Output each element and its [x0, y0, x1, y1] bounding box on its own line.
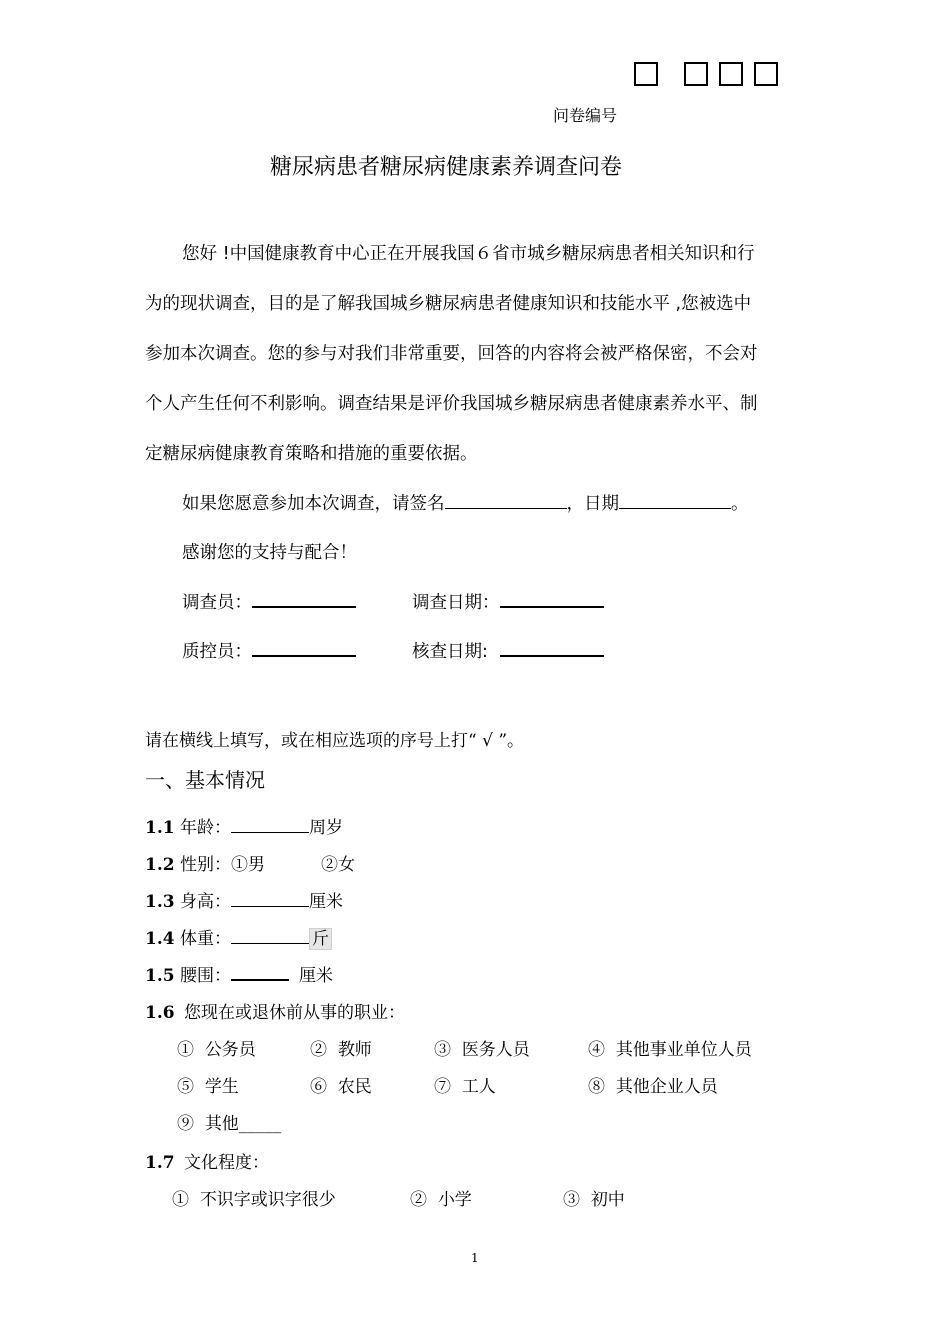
- option-mark: ③: [434, 1040, 451, 1060]
- question-1-1: [145, 813, 343, 838]
- option-mark: ④: [588, 1040, 605, 1060]
- education-option[interactable]: [172, 1185, 336, 1210]
- occupation-option[interactable]: [588, 1035, 752, 1060]
- investigator-row: [182, 578, 356, 628]
- question-label: 性别：: [179, 855, 231, 875]
- option-mark: ②: [410, 1190, 427, 1210]
- age-field[interactable]: [231, 815, 309, 833]
- option-mark: ①: [172, 1190, 189, 1210]
- section-heading: 一、基本情况: [145, 768, 265, 792]
- question-number: 1.3: [145, 892, 175, 912]
- question-label: 体重：: [179, 929, 231, 949]
- option-text: 小学: [437, 1190, 472, 1210]
- occupation-option[interactable]: [310, 1072, 372, 1097]
- intro-line: 个人产生任何不利影响。调查结果是评价我国城乡糖尿病患者健康素养水平、制: [145, 394, 758, 414]
- question-label: 腰围：: [179, 966, 231, 986]
- intro-line: 定糖尿病健康教育策略和措施的重要依据。: [145, 444, 478, 464]
- question-label: 文化程度：: [183, 1153, 269, 1173]
- number-box-2[interactable]: [684, 62, 708, 86]
- option-mark: ⑦: [434, 1077, 451, 1097]
- consent-end: 。: [731, 494, 749, 514]
- intro-line: 参加本次调查。您的参与对我们非常重要，回答的内容将会被严格保密，不会对: [145, 344, 758, 364]
- option-mark: ③: [563, 1190, 580, 1210]
- option-text: 医务人员: [461, 1040, 530, 1060]
- number-box-4[interactable]: [754, 62, 778, 86]
- signature-field[interactable]: [445, 491, 567, 509]
- option-text: 不识字或识字很少: [199, 1190, 336, 1210]
- question-unit: 厘米: [308, 892, 343, 912]
- question-label: 身高：: [179, 892, 231, 912]
- question-unit: 周岁: [308, 818, 343, 838]
- question-unit: 斤: [309, 928, 332, 950]
- page-number: 1: [471, 1251, 479, 1265]
- occupation-option[interactable]: [434, 1072, 496, 1097]
- investigator-field[interactable]: [252, 588, 356, 608]
- qc-label: 质控员：: [182, 642, 252, 662]
- question-number: 1.5: [145, 966, 175, 986]
- number-box-1[interactable]: [634, 62, 658, 86]
- consent-prefix: 如果您愿意参加本次调查，请签名: [182, 494, 445, 514]
- question-number: 1.2: [145, 855, 175, 875]
- option-text: 学生: [204, 1077, 239, 1097]
- number-box-3[interactable]: [719, 62, 743, 86]
- question-label: 年龄：: [179, 818, 231, 838]
- consent-line: [182, 479, 749, 529]
- option-text: 其他企业人员: [615, 1077, 718, 1097]
- thanks-text: 感谢您的支持与配合！: [182, 543, 357, 563]
- question-number: 1.1: [145, 818, 175, 838]
- question-1-3: [145, 887, 343, 912]
- option-text: 其他事业单位人员: [615, 1040, 752, 1060]
- question-number: 1.6: [145, 1003, 175, 1023]
- occupation-option[interactable]: [177, 1109, 281, 1134]
- weight-field[interactable]: [231, 926, 309, 944]
- question-number: 1.4: [145, 929, 175, 949]
- investigator-label: 调查员：: [182, 593, 252, 613]
- occupation-option[interactable]: [177, 1072, 239, 1097]
- question-number: 1.7: [145, 1153, 175, 1173]
- option-text: 教师: [337, 1040, 372, 1060]
- option-mark: ⑤: [177, 1077, 194, 1097]
- option-text: 其他_____: [204, 1114, 282, 1134]
- question-1-6: [145, 998, 405, 1023]
- option-mark: ⑨: [177, 1114, 194, 1134]
- height-field[interactable]: [231, 889, 309, 907]
- option-text: 工人: [461, 1077, 496, 1097]
- qc-field[interactable]: [252, 637, 356, 657]
- occupation-option[interactable]: [434, 1035, 530, 1060]
- intro-line: 为的现状调查，目的是了解我国城乡糖尿病患者健康知识和技能水平 ,您被选中: [145, 294, 752, 314]
- instruction-text: 请在横线上填写，或在相应选项的序号上打“ √ ”。: [145, 731, 525, 751]
- option-text: 初中: [590, 1190, 625, 1210]
- occupation-option[interactable]: [177, 1035, 256, 1060]
- occupation-option[interactable]: [588, 1072, 718, 1097]
- option-mark: ①: [177, 1040, 194, 1060]
- education-option[interactable]: [563, 1185, 625, 1210]
- check-date-field[interactable]: [500, 637, 604, 657]
- occupation-option[interactable]: [310, 1035, 372, 1060]
- option-mark: ⑥: [310, 1077, 327, 1097]
- option-mark: ⑧: [588, 1077, 605, 1097]
- questionnaire-number-label: 问卷编号: [553, 106, 618, 125]
- intro-line: 您好 !中国健康教育中心正在开展我国６省市城乡糖尿病患者相关知识和行: [182, 244, 755, 264]
- survey-date-row: [412, 578, 604, 628]
- education-option[interactable]: [410, 1185, 472, 1210]
- question-unit: 厘米: [298, 966, 333, 986]
- consent-date-field[interactable]: [619, 491, 731, 509]
- option-mark: ②: [310, 1040, 327, 1060]
- waist-field[interactable]: [231, 961, 289, 981]
- option-male[interactable]: ①男: [230, 855, 265, 875]
- survey-date-field[interactable]: [500, 588, 604, 608]
- question-1-4: [145, 924, 332, 949]
- option-text: 农民: [337, 1077, 372, 1097]
- survey-date-label: 调查日期：: [412, 593, 500, 613]
- consent-date-label: ，日期: [566, 494, 619, 514]
- option-female[interactable]: ②女: [320, 855, 355, 875]
- option-text: 公务员: [204, 1040, 256, 1060]
- page-title: 糖尿病患者糖尿病健康素养调查问卷: [270, 155, 623, 180]
- question-1-5: [145, 961, 333, 986]
- check-date-label: 核查日期:: [412, 642, 488, 662]
- question-1-2: [145, 850, 355, 875]
- question-label: 您现在或退休前从事的职业：: [183, 1003, 405, 1023]
- qc-row: [182, 627, 356, 677]
- check-date-row: [412, 627, 604, 677]
- question-1-7: [145, 1148, 269, 1173]
